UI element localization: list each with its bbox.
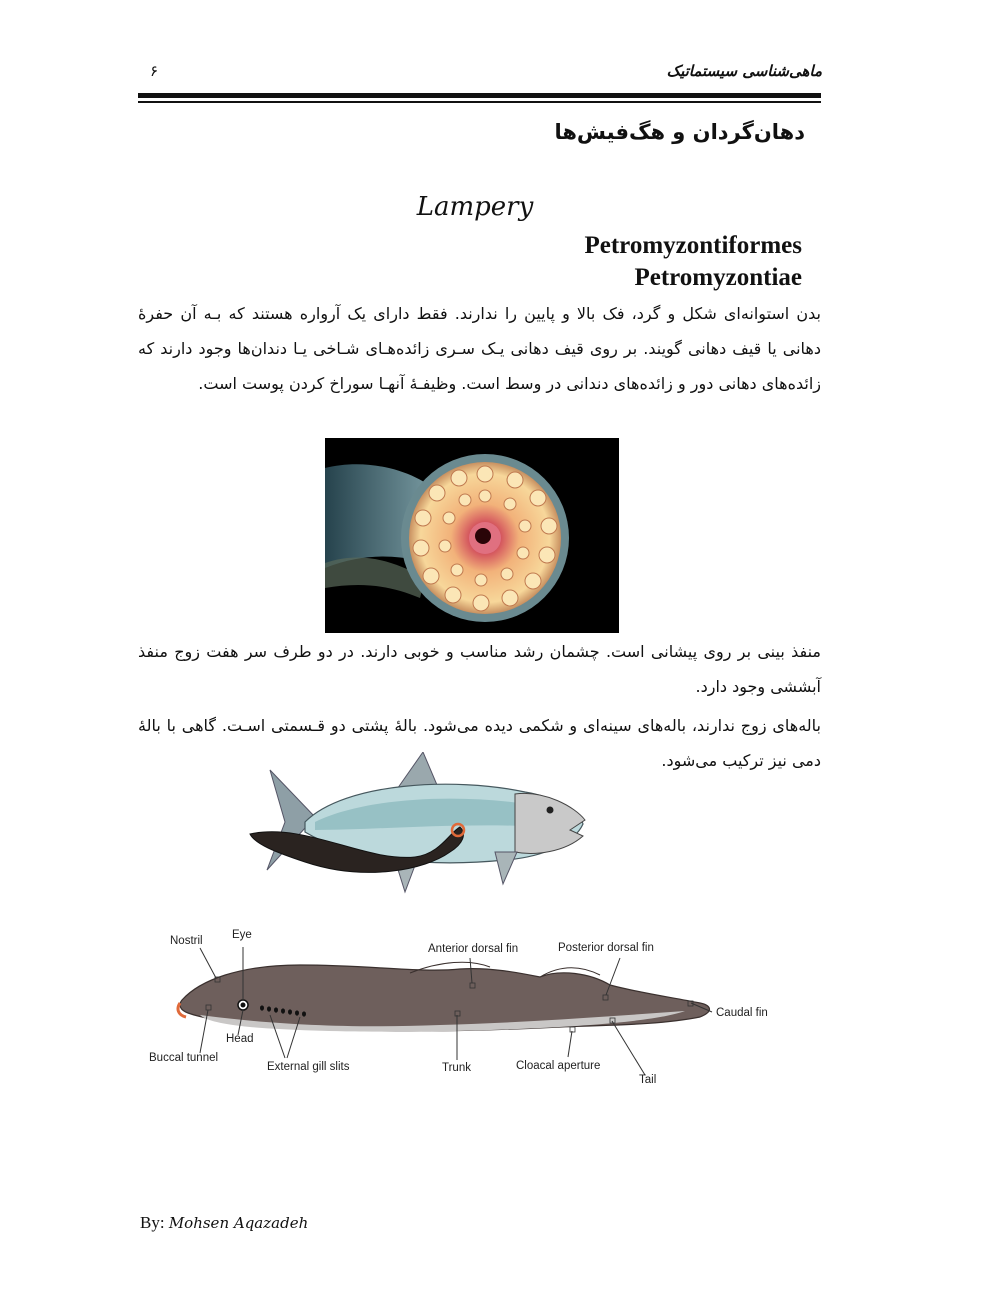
taxon-order: Petromyzontiformes bbox=[584, 232, 802, 259]
lamprey-anatomy-diagram bbox=[140, 925, 790, 1100]
page-number: ۶ bbox=[150, 62, 159, 80]
label-head: Head bbox=[226, 1033, 254, 1045]
running-header-title: ماهی‌شناسی سیستماتیک bbox=[666, 62, 822, 80]
label-caudal-fin: Caudal fin bbox=[716, 1007, 768, 1019]
lamprey-on-fish-illustration bbox=[245, 752, 590, 900]
footer-by: By: bbox=[140, 1213, 165, 1232]
header-rule-thin bbox=[138, 101, 821, 103]
label-cloacal-aperture: Cloacal aperture bbox=[516, 1060, 601, 1072]
paragraph-body: باله‌های زوج ندارند، باله‌های سینه‌ای و شکمی دیده می‌شود. بالهٔ پشتی دو قـسمتی اسـت. گاهی با بالهٔ دمی نیز ترکیب می‌شود. bbox=[138, 716, 821, 770]
label-external-gill-slits: External gill slits bbox=[267, 1061, 350, 1073]
taxon-family: Petromyzontiae bbox=[634, 264, 802, 291]
label-tail: Tail bbox=[639, 1074, 657, 1086]
label-anterior-dorsal-fin: Anterior dorsal fin bbox=[428, 943, 519, 955]
common-name: Lampery bbox=[416, 192, 534, 222]
label-posterior-dorsal-fin: Posterior dorsal fin bbox=[558, 942, 654, 954]
label-buccal-tunnel: Buccal tunnel bbox=[149, 1052, 219, 1064]
label-nostril: Nostril bbox=[170, 935, 203, 947]
label-eye: Eye bbox=[232, 929, 252, 941]
label-trunk: Trunk bbox=[442, 1062, 471, 1074]
footer-credit bbox=[140, 1213, 308, 1233]
footer-author: Mohsen Aqazadeh bbox=[168, 1214, 309, 1232]
section-title: دهان‌گردان و هگ‌فیش‌ها bbox=[554, 120, 805, 144]
header-rule-thick bbox=[138, 93, 821, 98]
paragraph-body: بدن استوانه‌ای شکل و گرد، فک بالا و پایین را ندارند. فقط دارای یک آرواره هستند که بـه آن حفرهٔ دهانی یا قیف دهانی گویند. بر روی قیف دهانی یـک سـری زائده‌هـای شـاخی یـا دندان‌ها وجود دارند که زائده‌های دهانی دور و زائده‌های دندانی در وسط است. وظیفـهٔ آنهـا سوراخ کردن پوست است. bbox=[138, 304, 821, 393]
lamprey-mouth-photo bbox=[325, 438, 619, 633]
paragraph-body: منفذ بینی بر روی پیشانی است. چشمان رشد مناسب و خوبی دارند. در دو طرف سر هفت زوج منفذ آبششی وجود دارد. bbox=[138, 642, 821, 696]
